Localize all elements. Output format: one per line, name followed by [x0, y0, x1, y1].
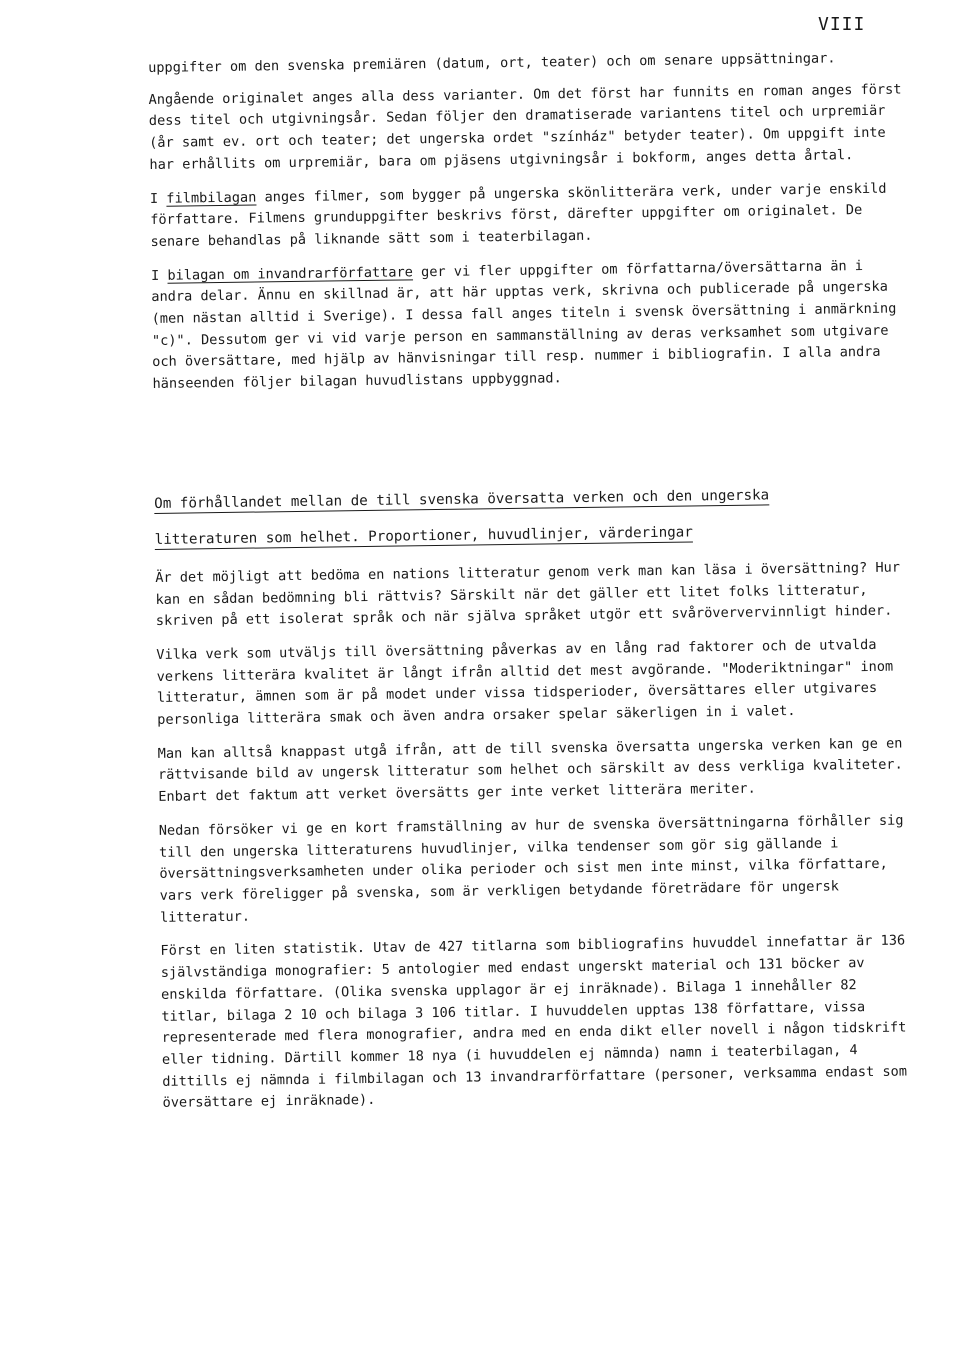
paragraph-judging-literature: Är det möjligt att bedöma en nations litteratur genom verk man kan läsa i översättning? Hur kan en sådan bedömning bli rättvis? Särskilt när det gäller ett litet folks litteratur, skriven på ett isolerat språk och när själva språket utgör ett svåröververvinnligt hinder. [155, 559, 901, 630]
immigrant-appendix-term: bilagan om invandrarförfattare [167, 263, 414, 284]
section-heading [154, 475, 915, 558]
paragraph-fair-picture: Man kan alltså knappast utgå ifrån, att de till svenska översatta ungerska verken kan ge en rättvisande bild av ungersk litteratur som helhet och särskilt av dess verkliga kvaliteter. Enbart det faktum att verket översätts ger inte verket litterära meriter. [157, 735, 903, 806]
paragraph-statistics: Först en liten statistik. Utav de 427 titlarna som bibliografins huvuddel innefattar är 136 självständiga monografier: 5 antologier med endast ungerskt material och 131 böcker av enskilda författare. (Olika svenska upplagor är ej inräknade). Bilaga 1 innehåller 82 titlar, bilaga 2 10 och bilaga 3 106 titlar. I huvuddelen upptas 138 författare, vissa representerade med flera monografier, andra med en enda dikt eller novell i någon tidskrift eller tidning. Därtill kommer 18 nya (i huvuddelen ej nämnda) namn i teaterbilagan, 4 dittills ej nämnda i filmbilagan och 13 invandrarförfattare (personer, verksamma endast som översättare ej inräknade). [160, 932, 908, 1112]
immigrant-appendix-text: ger vi fler uppgifter om författarna/översättarna än i andra delar. Ännu en skillnad är, att här upptas verk, skrivna och publicerade på ungerska (men nästan alltid i Sverige). I dessa fall anges titeln i svensk översättning i anmärkning "c)". Dessutom ger vi vid varje person en sammanställning av deras verksamhet som utgivare och översättare, med hjälp av hänvisningar till resp. nummer i bibliografin. I alla andra hänseenden följer bilagan huvudlistans uppbyggnad. [151, 257, 897, 393]
paragraph-overview-intro: Nedan försöker vi ge en kort framställning av hur de svenska översättningarna förhåller sig till den ungerska litteraturens huvudlinjer, vilka tendenser som gör sig gällande i översättningsverksamheten under olika perioder och sist men inte minst, vilka författare, vars verk föreligger på svenska, som är verkligen betydande företrädare för ungersk litteratur. [158, 812, 904, 926]
film-appendix-lead: I [149, 190, 167, 207]
film-appendix-text: anges filmer, som bygger på ungerska skönlitterära verk, under varje enskild författare. Filmens grunduppgifter beskrivs först, därefter uppgifter om originalet. De senare behandlas på liknande sätt som i teaterbilagan. [150, 180, 887, 250]
film-appendix-term: filmbilagan [166, 189, 257, 207]
paragraph-selection-factors: Vilka verk som utväljs till översättning påverkas av en lång rad faktorer och de utvalda verkens litterära kvalitet är långt ifrån alltid det mest avgörande. "Moderiktningar" inom litteratur, ämnen som är på modet under vissa tidsperioder, översättares eller utgivares personliga litterära smak och även andra orsaker spelar säkerligen in i valet. [156, 636, 894, 728]
paragraph-immigrant-authors-appendix [151, 255, 913, 396]
paragraph-film-appendix [150, 178, 911, 254]
page-number: VIII [818, 14, 866, 35]
immigrant-appendix-lead: I [150, 267, 168, 284]
paragraph-original-variants: Angående originalet anges alla dess varianter. Om det först har funnits en roman anges först dess titel och utgivningsår. Sedan följer den dramatiserade variantens titel och urpremiär (år samt ev. ort och teater; det ungerska ordet "színház" betyder teater). Om uppgift inte har erhållits om urpremiär, bara om pjäsens utgivningsår i bokform, anges detta årtal. [148, 81, 902, 173]
section-heading-line-2: litteraturen som helhet. Proportioner, huvudlinjer, värderingar [154, 524, 693, 548]
section-heading-line-1: Om förhållandet mellan de till svenska översatta verken och den ungerska [154, 487, 770, 512]
paragraph-premiere-info: uppgifter om den svenska premiären (datum, ort, teater) och om senare uppsättningar. [148, 50, 836, 76]
document-body [148, 47, 923, 1115]
